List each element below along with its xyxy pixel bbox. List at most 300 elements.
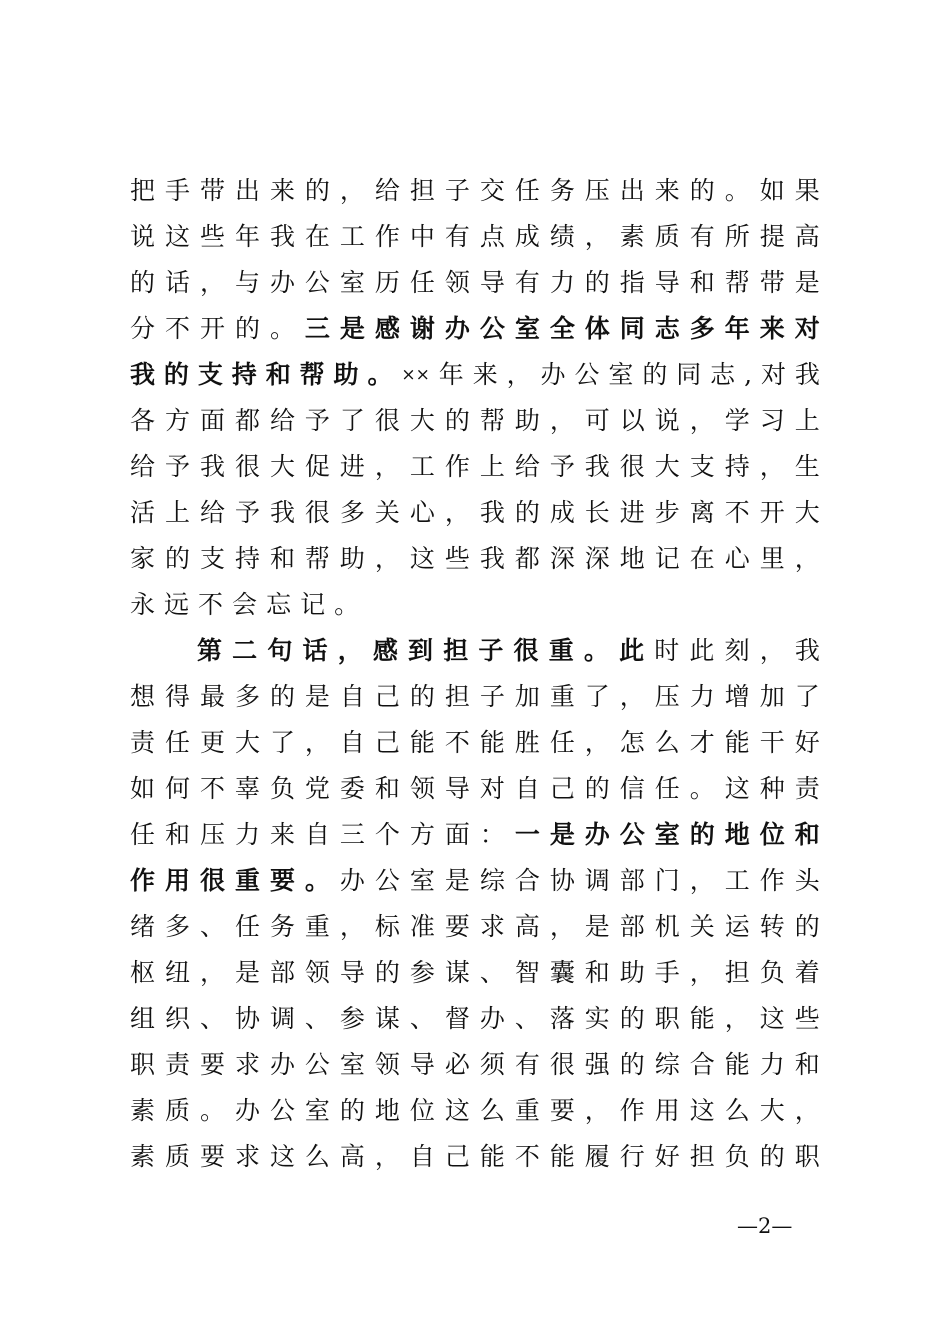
text-glyph: 了 [794, 682, 820, 711]
text-glyph: 调 [269, 1004, 295, 1033]
text-glyph: ， [304, 728, 330, 757]
text-glyph: 这 [409, 544, 435, 573]
text-glyph: 生 [794, 452, 820, 481]
text-glyph: 分 [130, 314, 156, 343]
text-glyph: 习 [759, 406, 785, 435]
text-line [130, 582, 820, 628]
text-glyph: 我 [269, 498, 295, 527]
text-glyph: ， [549, 912, 575, 941]
text-glyph: 关 [689, 912, 715, 941]
text-glyph: 历 [374, 268, 400, 297]
text-glyph: 和 [794, 820, 820, 849]
text-glyph: 不 [724, 498, 750, 527]
text-glyph: 年 [438, 360, 464, 389]
text-line [130, 352, 820, 398]
text-glyph: 要 [199, 1050, 225, 1079]
text-line [130, 1042, 820, 1088]
text-glyph: 担 [443, 636, 469, 665]
text-glyph: 压 [199, 820, 225, 849]
text-glyph: ， [337, 636, 363, 665]
text-glyph: 和 [265, 360, 291, 389]
text-glyph: 重 [304, 912, 330, 941]
text-glyph: 任 [514, 176, 540, 205]
text-glyph: 有 [689, 222, 715, 251]
text-glyph: ， [584, 728, 610, 757]
text-glyph: 力 [234, 820, 260, 849]
text-glyph: 和 [794, 1050, 820, 1079]
text-glyph: 智 [514, 958, 540, 987]
text-glyph: 予 [304, 406, 330, 435]
text-glyph: 各 [130, 406, 156, 435]
text-glyph: 离 [689, 498, 715, 527]
text-glyph: 压 [584, 176, 610, 205]
text-glyph: 给 [269, 406, 295, 435]
text-glyph: 的 [339, 1096, 365, 1125]
text-glyph: 办 [269, 268, 295, 297]
text-glyph: 工 [724, 866, 750, 895]
text-glyph: 导 [444, 774, 470, 803]
text-glyph: 担 [444, 682, 470, 711]
text-glyph: 感 [372, 636, 398, 665]
text-glyph: 持 [231, 360, 257, 389]
text-glyph: 公 [304, 268, 330, 297]
text-glyph: 能 [724, 728, 750, 757]
text-glyph: 何 [164, 774, 190, 803]
text-line [130, 904, 820, 950]
text-glyph: 出 [619, 176, 645, 205]
text-glyph: 永 [130, 590, 156, 619]
text-glyph: 运 [724, 912, 750, 941]
text-glyph: 面 [444, 820, 470, 849]
text-glyph: 上 [479, 452, 505, 481]
text-line [130, 168, 820, 214]
text-glyph: 提 [759, 222, 785, 251]
text-glyph: 如 [130, 774, 156, 803]
text-glyph: 地 [374, 1096, 400, 1125]
text-glyph: 才 [689, 728, 715, 757]
text-glyph: 部 [269, 958, 295, 987]
text-glyph: 不 [444, 728, 470, 757]
text-glyph: 这 [164, 222, 190, 251]
text-glyph: 支 [689, 452, 715, 481]
text-glyph: 。 [724, 176, 750, 205]
text-glyph: 些 [199, 222, 225, 251]
text-line [130, 260, 820, 306]
text-glyph: 同 [676, 360, 702, 389]
text-glyph: 担 [689, 1142, 715, 1171]
text-glyph: 中 [409, 222, 435, 251]
text-glyph: 都 [514, 544, 540, 573]
text-glyph: 公 [374, 866, 400, 895]
text-glyph: 刻 [724, 636, 750, 665]
text-glyph: 点 [479, 222, 505, 251]
text-glyph: 。 [269, 314, 295, 343]
text-glyph: 作 [130, 866, 156, 895]
text-glyph: 成 [549, 498, 575, 527]
text-glyph: 大 [409, 406, 435, 435]
text-glyph: 好 [794, 728, 820, 757]
text-glyph: 上 [164, 498, 190, 527]
text-glyph: 合 [689, 1050, 715, 1079]
text-glyph: 家 [130, 544, 156, 573]
text-line [130, 306, 820, 352]
text-glyph: 方 [164, 406, 190, 435]
text-glyph: 领 [444, 268, 470, 297]
text-glyph: 重 [234, 866, 260, 895]
text-glyph: 任 [549, 728, 575, 757]
text-glyph: 组 [130, 1004, 156, 1033]
text-glyph: 开 [759, 498, 785, 527]
text-glyph: 标 [374, 912, 400, 941]
text-glyph: 纽 [164, 958, 190, 987]
text-glyph: 二 [232, 636, 258, 665]
text-glyph: 的 [619, 1004, 645, 1033]
text-line [130, 858, 820, 904]
text-glyph: 织 [164, 1004, 190, 1033]
text-glyph: 指 [619, 268, 645, 297]
text-glyph: 我 [130, 360, 156, 389]
text-glyph: 予 [549, 452, 575, 481]
text-glyph: 对 [794, 314, 820, 343]
text-glyph: 成 [514, 222, 540, 251]
text-glyph: 多 [234, 682, 260, 711]
text-glyph: 领 [374, 1050, 400, 1079]
text-glyph: 支 [199, 544, 225, 573]
text-glyph: 任 [164, 728, 190, 757]
text-glyph: 的 [689, 176, 715, 205]
text-glyph: 工 [339, 222, 365, 251]
text-glyph: ， [339, 912, 365, 941]
text-glyph: 么 [479, 1096, 505, 1125]
text-glyph: 谋 [444, 958, 470, 987]
text-glyph: 担 [724, 958, 750, 987]
text-glyph: 须 [479, 1050, 505, 1079]
text-glyph: 持 [234, 544, 260, 573]
text-glyph: 些 [444, 544, 470, 573]
text-glyph: 手 [164, 176, 190, 205]
text-glyph: 领 [304, 958, 330, 987]
text-glyph: 忘 [266, 590, 292, 619]
text-glyph: 的 [374, 958, 400, 987]
text-glyph: 求 [234, 1142, 260, 1171]
text-glyph: 质 [654, 222, 680, 251]
text-glyph: 室 [339, 268, 365, 297]
text-glyph: 把 [130, 176, 156, 205]
text-glyph: 子 [479, 682, 505, 711]
text-glyph: 职 [654, 1004, 680, 1033]
text-glyph: 助 [619, 958, 645, 987]
text-glyph: 督 [444, 1004, 470, 1033]
text-glyph: 上 [794, 406, 820, 435]
text-glyph: 面 [199, 406, 225, 435]
body-text [130, 168, 820, 1180]
text-glyph: 交 [479, 176, 505, 205]
text-glyph: 、 [409, 1004, 435, 1033]
text-glyph: 步 [654, 498, 680, 527]
text-glyph: 要 [269, 866, 295, 895]
text-glyph: 对 [479, 774, 505, 803]
text-glyph: 我 [479, 544, 505, 573]
text-glyph: ， [584, 1096, 610, 1125]
text-glyph: 了 [584, 682, 610, 711]
text-glyph: 力 [759, 1050, 785, 1079]
text-glyph: 是 [234, 958, 260, 987]
text-glyph: 不 [198, 590, 224, 619]
text-glyph: 的 [619, 1050, 645, 1079]
text-glyph: 长 [584, 498, 610, 527]
text-glyph: 办 [339, 866, 365, 895]
text-glyph: 。 [583, 636, 609, 665]
text-glyph: 。 [199, 1096, 225, 1125]
text-glyph: 作 [619, 1096, 645, 1125]
text-glyph: ， [339, 176, 365, 205]
text-glyph: 干 [759, 728, 785, 757]
text-glyph: 作 [759, 866, 785, 895]
text-glyph: ： [479, 820, 505, 849]
text-glyph: 加 [514, 682, 540, 711]
text-glyph: 准 [409, 912, 435, 941]
text-glyph: 第 [197, 636, 223, 665]
text-glyph: 委 [339, 774, 365, 803]
text-glyph: 多 [339, 498, 365, 527]
text-glyph: 所 [724, 222, 750, 251]
text-glyph: 公 [479, 314, 505, 343]
text-glyph: 枢 [130, 958, 156, 987]
text-glyph: 办 [584, 820, 610, 849]
text-glyph: 责 [164, 1050, 190, 1079]
text-glyph: 的 [689, 820, 715, 849]
text-glyph: 转 [759, 912, 785, 941]
text-glyph: 综 [654, 1050, 680, 1079]
text-glyph: 帮 [479, 406, 505, 435]
text-glyph: 领 [409, 774, 435, 803]
text-glyph: 能 [479, 1142, 505, 1171]
text-glyph: 给 [199, 498, 225, 527]
text-glyph: 此 [619, 636, 645, 665]
text-glyph: 感 [374, 314, 400, 343]
text-glyph: 志 [710, 360, 736, 389]
text-glyph: 。 [689, 774, 715, 803]
text-glyph: 的 [584, 268, 610, 297]
text-glyph: 党 [304, 774, 330, 803]
text-glyph: 我 [794, 360, 820, 389]
text-glyph: 果 [794, 176, 820, 205]
text-glyph: 任 [130, 820, 156, 849]
text-glyph: 我 [479, 498, 505, 527]
text-glyph: 办 [234, 1096, 260, 1125]
text-glyph: 的 [409, 682, 435, 711]
text-glyph: 导 [339, 958, 365, 987]
text-glyph: 是 [584, 912, 610, 941]
text-glyph: 头 [794, 866, 820, 895]
text-glyph: 的 [163, 360, 189, 389]
text-glyph: 办 [269, 1050, 295, 1079]
text-glyph: 重 [549, 682, 575, 711]
text-glyph: 一 [514, 820, 540, 849]
text-glyph: 强 [584, 1050, 610, 1079]
text-glyph: 的 [642, 360, 668, 389]
text-glyph: 负 [759, 958, 785, 987]
text-glyph: 是 [339, 314, 365, 343]
text-glyph: 责 [130, 728, 156, 757]
text-glyph: 的 [164, 544, 190, 573]
text-line [130, 398, 820, 444]
text-glyph: 记 [300, 590, 326, 619]
text-glyph: 出 [234, 176, 260, 205]
text-glyph: 己 [444, 1142, 470, 1171]
text-glyph: 很 [513, 636, 539, 665]
text-glyph: 增 [724, 682, 750, 711]
text-glyph: 室 [654, 820, 680, 849]
text-glyph: 助 [514, 406, 540, 435]
text-glyph: 必 [444, 1050, 470, 1079]
text-glyph: 履 [584, 1142, 610, 1171]
text-glyph: 的 [304, 176, 330, 205]
text-glyph: ， [794, 1096, 820, 1125]
text-glyph: 用 [164, 866, 190, 895]
text-glyph: 信 [619, 774, 645, 803]
text-glyph: 参 [409, 958, 435, 987]
text-glyph: 子 [478, 636, 504, 665]
text-glyph: 大 [234, 728, 260, 757]
text-glyph: 力 [549, 268, 575, 297]
text-glyph: 大 [654, 452, 680, 481]
text-glyph: 地 [619, 544, 645, 573]
text-line [130, 812, 820, 858]
text-glyph: 负 [724, 1142, 750, 1171]
text-glyph: 给 [514, 452, 540, 481]
text-glyph: ， [199, 268, 225, 297]
text-glyph: 来 [269, 820, 295, 849]
text-glyph: 最 [199, 682, 225, 711]
text-glyph: 予 [234, 498, 260, 527]
text-glyph: 在 [304, 222, 330, 251]
text-line [130, 766, 820, 812]
text-glyph: 公 [304, 1050, 330, 1079]
text-glyph: 的 [269, 682, 295, 711]
text-glyph: 任 [409, 268, 435, 297]
text-glyph: 是 [444, 866, 470, 895]
text-glyph: 么 [304, 1142, 330, 1171]
text-glyph: 重 [514, 1096, 540, 1125]
text-glyph: 想 [130, 682, 156, 711]
text-glyph: 辜 [234, 774, 260, 803]
text-glyph: 加 [759, 682, 785, 711]
text-glyph: 、 [514, 1004, 540, 1033]
text-glyph: 体 [584, 314, 610, 343]
text-glyph: 能 [409, 728, 435, 757]
text-glyph: 如 [759, 176, 785, 205]
text-glyph: 综 [479, 866, 505, 895]
text-glyph: 职 [794, 1142, 820, 1171]
text-glyph: 会 [232, 590, 258, 619]
text-glyph: 得 [164, 682, 190, 711]
text-glyph: 室 [339, 1050, 365, 1079]
text-glyph: 、 [479, 958, 505, 987]
text-glyph: 公 [574, 360, 600, 389]
text-glyph: 求 [234, 1050, 260, 1079]
text-glyph: 这 [689, 1096, 715, 1125]
text-glyph: 部 [619, 912, 645, 941]
text-glyph: ， [759, 452, 785, 481]
text-glyph: 任 [654, 774, 680, 803]
text-glyph: 绩 [549, 222, 575, 251]
text-glyph: 用 [654, 1096, 680, 1125]
text-glyph: 要 [199, 1142, 225, 1171]
text-glyph: 大 [269, 452, 295, 481]
text-glyph: 职 [130, 1050, 156, 1079]
text-glyph: 三 [304, 314, 330, 343]
text-glyph: 这 [269, 1142, 295, 1171]
text-glyph: 不 [199, 774, 225, 803]
text-line [130, 490, 820, 536]
text-glyph: 促 [304, 452, 330, 481]
text-glyph: 些 [794, 1004, 820, 1033]
text-glyph: 很 [619, 452, 645, 481]
text-line [130, 628, 820, 674]
text-glyph: 公 [269, 1096, 295, 1125]
text-glyph: 活 [130, 498, 156, 527]
text-glyph: 压 [654, 682, 680, 711]
text-glyph: 多 [164, 912, 190, 941]
text-line [130, 720, 820, 766]
text-glyph: 自 [339, 728, 365, 757]
text-glyph: 是 [549, 820, 575, 849]
text-glyph: 学 [724, 406, 750, 435]
text-glyph: 工 [409, 452, 435, 481]
text-glyph: 的 [234, 314, 260, 343]
text-glyph: 这 [759, 1004, 785, 1033]
text-glyph: ， [584, 222, 610, 251]
text-glyph: ， [759, 636, 785, 665]
text-glyph: 能 [689, 1004, 715, 1033]
text-glyph: 远 [164, 590, 190, 619]
text-glyph: 位 [759, 820, 785, 849]
text-glyph: 心 [724, 544, 750, 573]
text-glyph: 种 [759, 774, 785, 803]
text-glyph: 调 [584, 866, 610, 895]
text-glyph: 合 [514, 866, 540, 895]
text-glyph: ， [689, 866, 715, 895]
text-glyph: 室 [514, 314, 540, 343]
text-line [130, 950, 820, 996]
text-glyph: 己 [549, 774, 575, 803]
text-glyph: 参 [339, 1004, 365, 1033]
text-glyph: ， [374, 1142, 400, 1171]
text-glyph: 句 [267, 636, 293, 665]
text-glyph: 。 [367, 360, 393, 389]
text-glyph: 任 [234, 912, 260, 941]
text-glyph: 自 [409, 1142, 435, 1171]
text-glyph: 来 [759, 314, 785, 343]
text-glyph: 的 [514, 498, 540, 527]
text-glyph: 着 [794, 958, 820, 987]
text-glyph: ， [506, 360, 532, 389]
text-glyph: 帮 [299, 360, 325, 389]
text-glyph: 给 [130, 452, 156, 481]
text-glyph: 话 [302, 636, 328, 665]
text-glyph: 都 [234, 406, 260, 435]
text-glyph: 帮 [724, 268, 750, 297]
text-glyph: 高 [794, 222, 820, 251]
text-glyph: 部 [619, 866, 645, 895]
text-glyph: 责 [794, 774, 820, 803]
text-glyph: 要 [549, 1096, 575, 1125]
text-glyph: 记 [654, 544, 680, 573]
text-glyph: 的 [130, 268, 156, 297]
text-glyph: 怎 [619, 728, 645, 757]
text-glyph: 志 [654, 314, 680, 343]
